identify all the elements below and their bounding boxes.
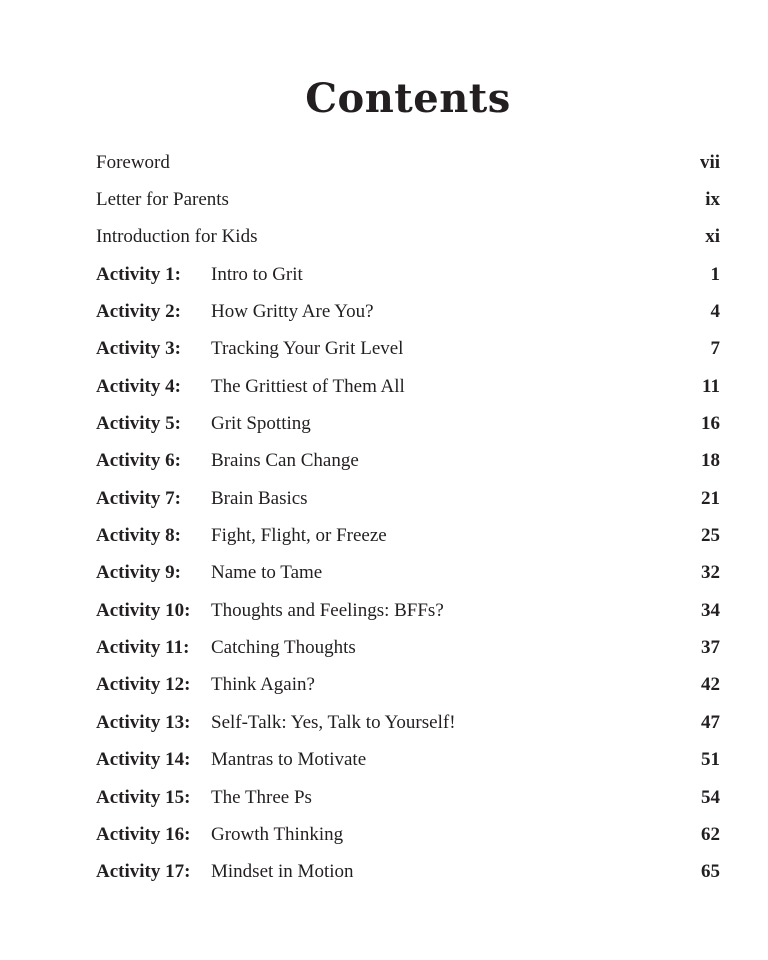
toc-entry-title: Thoughts and Feelings: BFFs? <box>211 599 444 621</box>
toc-entry-page: 21 <box>701 487 720 509</box>
toc-entry-activity-11[interactable] <box>96 629 720 666</box>
toc-entry-activity-2[interactable] <box>96 293 720 330</box>
toc-entry-label: Activity 12: <box>96 674 191 696</box>
toc-entry-label: Activity 4: <box>96 375 181 397</box>
toc-entry-title: Self-Talk: Yes, Talk to Yourself! <box>211 711 456 733</box>
toc-entry-label: Activity 3: <box>96 338 181 360</box>
toc-entry-activity-13[interactable] <box>96 704 720 741</box>
toc-entry-activity-1[interactable] <box>96 256 720 293</box>
toc-entry-page: vii <box>699 151 720 173</box>
toc-entry-page: 32 <box>701 562 720 584</box>
toc-entry-title: How Gritty Are You? <box>211 301 374 323</box>
toc-entry-page: 1 <box>710 263 720 285</box>
toc-entry-title: Mantras to Motivate <box>211 749 367 771</box>
toc-entry-title: Tracking Your Grit Level <box>211 338 404 360</box>
toc-entry-title: Fight, Flight, or Freeze <box>211 525 387 547</box>
toc-entry-activity-8[interactable] <box>96 517 720 554</box>
toc-entry-label: Activity 9: <box>96 562 181 584</box>
toc-entry-page: 7 <box>710 338 720 360</box>
toc-entry-page: 62 <box>701 823 720 845</box>
toc-entry-title: Letter for Parents <box>96 189 229 211</box>
toc-entry-activity-15[interactable] <box>96 779 720 816</box>
toc-entry-title: Brains Can Change <box>211 450 359 472</box>
toc-entry-label: Activity 7: <box>96 487 181 509</box>
toc-entry-title: Catching Thoughts <box>211 637 356 659</box>
toc-entry-label: Activity 2: <box>96 301 181 323</box>
toc-entry-label: Activity 1: <box>96 263 181 285</box>
toc-entry-page: 34 <box>701 599 720 621</box>
toc-entry-title: The Grittiest of Them All <box>211 375 405 397</box>
toc-entry-activity-12[interactable] <box>96 667 720 704</box>
toc-entry-page: 4 <box>710 301 720 323</box>
toc-entry-activity-6[interactable] <box>96 443 720 480</box>
toc-entry-label: Activity 13: <box>96 711 191 733</box>
toc-entry-label: Activity 10: <box>96 599 191 621</box>
toc-entry-title: Foreword <box>96 151 170 173</box>
toc-entry-title: Intro to Grit <box>211 263 303 285</box>
toc-entry-activity-3[interactable] <box>96 331 720 368</box>
toc-entry-title: Think Again? <box>211 674 315 696</box>
toc-entry-title: Grit Spotting <box>211 413 311 435</box>
toc-entry-activity-16[interactable] <box>96 816 720 853</box>
toc-entry-page: 16 <box>701 413 720 435</box>
toc-entry-label: Activity 16: <box>96 823 191 845</box>
toc-entry-activity-14[interactable] <box>96 742 720 779</box>
toc-entry-page: 47 <box>701 711 720 733</box>
toc-entry-page: ix <box>705 189 720 211</box>
toc-entry-title: Introduction for Kids <box>96 226 258 248</box>
toc-entry-title: Brain Basics <box>211 487 308 509</box>
page-title: Contents <box>305 74 511 122</box>
toc-entry-label: Activity 11: <box>96 637 190 659</box>
toc-entry-page: 18 <box>701 450 720 472</box>
toc-entry-page: 54 <box>701 786 720 808</box>
toc-entry-page: 51 <box>701 749 720 771</box>
toc-entry-activity-4[interactable] <box>96 368 720 405</box>
toc-entry-label: Activity 6: <box>96 450 181 472</box>
toc-entry-introduction-for-kids[interactable] <box>96 219 720 256</box>
toc-entry-title: Growth Thinking <box>211 823 344 845</box>
toc-entry-foreword[interactable] <box>96 144 720 181</box>
toc-entry-page: 25 <box>701 525 720 547</box>
toc-entry-title: Mindset in Motion <box>211 861 354 883</box>
toc-entry-activity-5[interactable] <box>96 405 720 442</box>
toc-entry-label: Activity 5: <box>96 413 181 435</box>
toc-entry-title: The Three Ps <box>211 786 312 808</box>
toc-entry-page: 37 <box>701 637 720 659</box>
toc-entry-activity-9[interactable] <box>96 555 720 592</box>
toc-entry-title: Name to Tame <box>211 562 323 584</box>
toc-entry-page: 65 <box>701 861 720 883</box>
toc-entry-label: Activity 15: <box>96 786 191 808</box>
toc-entry-activity-10[interactable] <box>96 592 720 629</box>
table-of-contents <box>96 144 720 891</box>
toc-entry-activity-7[interactable] <box>96 480 720 517</box>
toc-entry-page: xi <box>705 226 720 248</box>
toc-entry-label: Activity 17: <box>96 861 191 883</box>
toc-entry-label: Activity 8: <box>96 525 181 547</box>
toc-entry-letter-for-parents[interactable] <box>96 181 720 218</box>
toc-entry-label: Activity 14: <box>96 749 191 771</box>
toc-entry-activity-17[interactable] <box>96 854 720 891</box>
toc-entry-page: 42 <box>701 674 720 696</box>
toc-entry-page: 11 <box>702 375 720 397</box>
